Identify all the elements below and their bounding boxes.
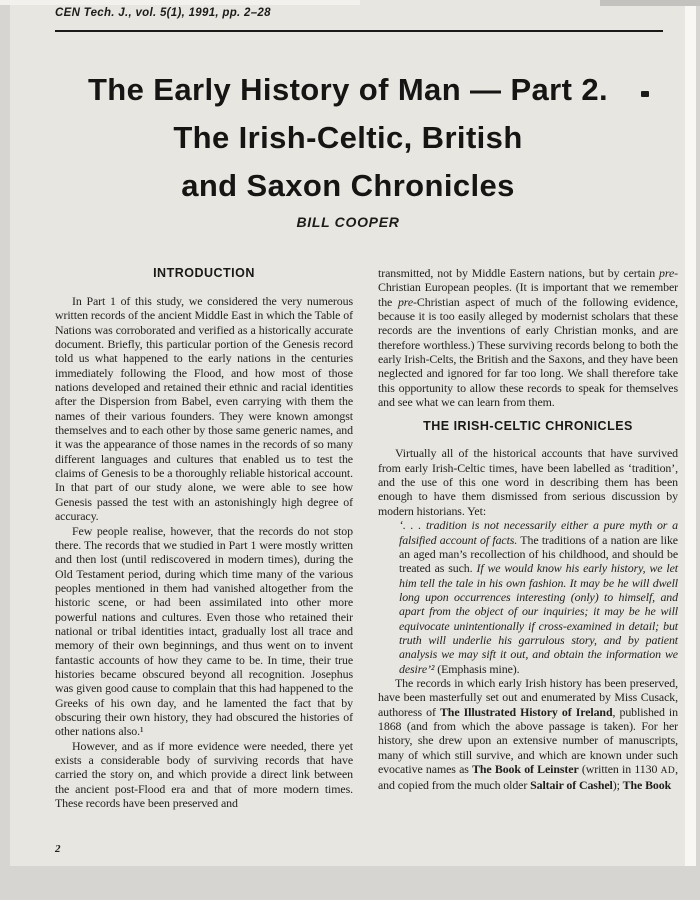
paragraph-intro-1: In Part 1 of this study, we considered the very numerous written records of the ancient Middle East in which the Table of Nations was corroborated and verified as a historically accurate document. Briefly, this particular portion of the Genesis record told us what happened to the early nations in the centuries immediately following the Flood, and how most of those nations developed and retained their ethnic and racial identities after the Dispersion from Babel, even carrying with them the names of their various founders. They were known amongst themselves and to each other by those same generic names, and it was the appearance of those names in the records of so many different languages and cultures that enabled us to test the claims of Genesis to be a thoroughly reliable historical account. In that part of our study alone, we were able to see how Genesis passed the test with an astonishingly high degree of accuracy. bbox=[55, 294, 353, 524]
book-title: The Book bbox=[622, 778, 672, 793]
paragraph-intro-2: Few people realise, however, that the records do not stop there. The records that we studied in Part 1 were mostly written and then lost (until rediscovered in modern times), during the Old Testament period, during which time many of the various peoples mentioned in them had vanished altogether from the historic scene, or had been assimilated into other more powerful nations and cultures. Even those who retained their national or tribal identities intact, gradually lost all trace and memory of their own beginnings, and thus went on to invent fantastic accounts of how they came to be. In time, their true histories became obscured beyond all recognition. Josephus was given good cause to complain that this had happened to the Greeks of his own day, and he lamented the fact that by obscuring their own history, they had obscured the histories of other nations also.¹ bbox=[55, 523, 353, 739]
paragraph-chronicles-2 bbox=[378, 676, 678, 793]
quote-run-italic: If we would know his early history, we let him tell the tale in his own fashion. It may be he will dwell long upon occurrences interesting (only) to himself, and apart from the object of our inquiries; it may be he will equivocate unintentionally if cross-examined in detail; but truth will underlie his garrulous story, and by patient analysis we may sift it out, and obtain the information we desire’² bbox=[399, 561, 678, 676]
paragraph-continuation bbox=[378, 266, 678, 409]
page-number: 2 bbox=[55, 843, 61, 855]
book-title: The Book of Leinster bbox=[472, 762, 579, 776]
text-run: transmitted, not by Middle Eastern nations, but by certain bbox=[378, 266, 660, 280]
title-line-1: The Early History of Man — Part 2. bbox=[87, 72, 609, 107]
text-run: -Christian aspect of much of the following evidence, because it is too easily alleged by modernist scholars that these records are the inventions of early Christian monks, and are therefore worthless.) These surviving records belong to both the early Irish-Celts, the British and the Saxons, and they have been neglected and ignored for far too long. We shall therefore take this opportunity to allow these records to speak for themselves and see what we can learn from them. bbox=[378, 294, 678, 410]
right-column bbox=[378, 266, 678, 793]
text-run: , and copied from the much older bbox=[378, 762, 678, 793]
paragraph-intro-3: However, and as if more evidence were needed, there yet exists a considerable body of surviving records that have carried the story on, and which provide a direct link between the ancient post-Flood era and that of more modern times. These records have been preserved and bbox=[55, 738, 353, 811]
quote-run-italic: ‘. . . tradition is not necessarily either a pure myth or a falsified account of facts. bbox=[399, 518, 678, 547]
text-run: The records in which early Irish history has been preserved, have been masterfully set out and enumerated by Miss Cusack, authoress of bbox=[378, 675, 678, 719]
left-column bbox=[55, 266, 353, 810]
text-run-italic: pre bbox=[659, 266, 675, 280]
article-title bbox=[10, 66, 686, 210]
journal-citation: CEN Tech. J., vol. 5(1), 1991, pp. 2–28 bbox=[55, 7, 271, 19]
top-edge-shadow bbox=[600, 0, 700, 6]
quote-run: (Emphasis mine). bbox=[434, 661, 520, 676]
header-rule bbox=[55, 30, 663, 32]
text-run: -Christian European peoples. (It is important that we remember the bbox=[378, 266, 678, 309]
text-run: (written in 1130 bbox=[578, 762, 661, 776]
scan-page bbox=[10, 0, 686, 866]
book-title: The Illustrated History of Ireland bbox=[439, 704, 613, 719]
text-run-italic: pre bbox=[397, 294, 414, 309]
quote-run: The traditions of a nation are like an aged man’s recollection of his childhood, and should be treated as such. bbox=[399, 532, 678, 576]
paragraph-chronicles-1: Virtually all of the historical accounts that have survived from early Irish-Celtic times, have been labelled as ‘tradition’, and the use of this one word in describing them has been enough to have them dismissed from serious discussion by modern historians. Yet: bbox=[378, 446, 678, 518]
era-abbreviation: AD bbox=[660, 766, 676, 776]
title-line-3: and Saxon Chronicles bbox=[181, 168, 515, 203]
text-run: ); bbox=[612, 778, 623, 793]
text-run: , published in 1868 (and from which the above passage is taken). For her history, she drew upon an extensive number of manuscripts, many of which still survive, and which are known under such evocative names as bbox=[378, 704, 678, 776]
page-edge-highlight bbox=[685, 0, 696, 866]
section-heading-irish-celtic: THE IRISH-CELTIC CHRONICLES bbox=[423, 419, 633, 434]
quote-block bbox=[378, 518, 678, 676]
section-heading-introduction: INTRODUCTION bbox=[153, 266, 255, 280]
author-name: BILL COOPER bbox=[296, 214, 400, 230]
top-edge-light bbox=[0, 0, 360, 5]
title-line-2: The Irish-Celtic, British bbox=[173, 120, 523, 155]
scan-speck bbox=[641, 91, 649, 97]
book-title: Saltair of Cashel bbox=[530, 778, 613, 793]
